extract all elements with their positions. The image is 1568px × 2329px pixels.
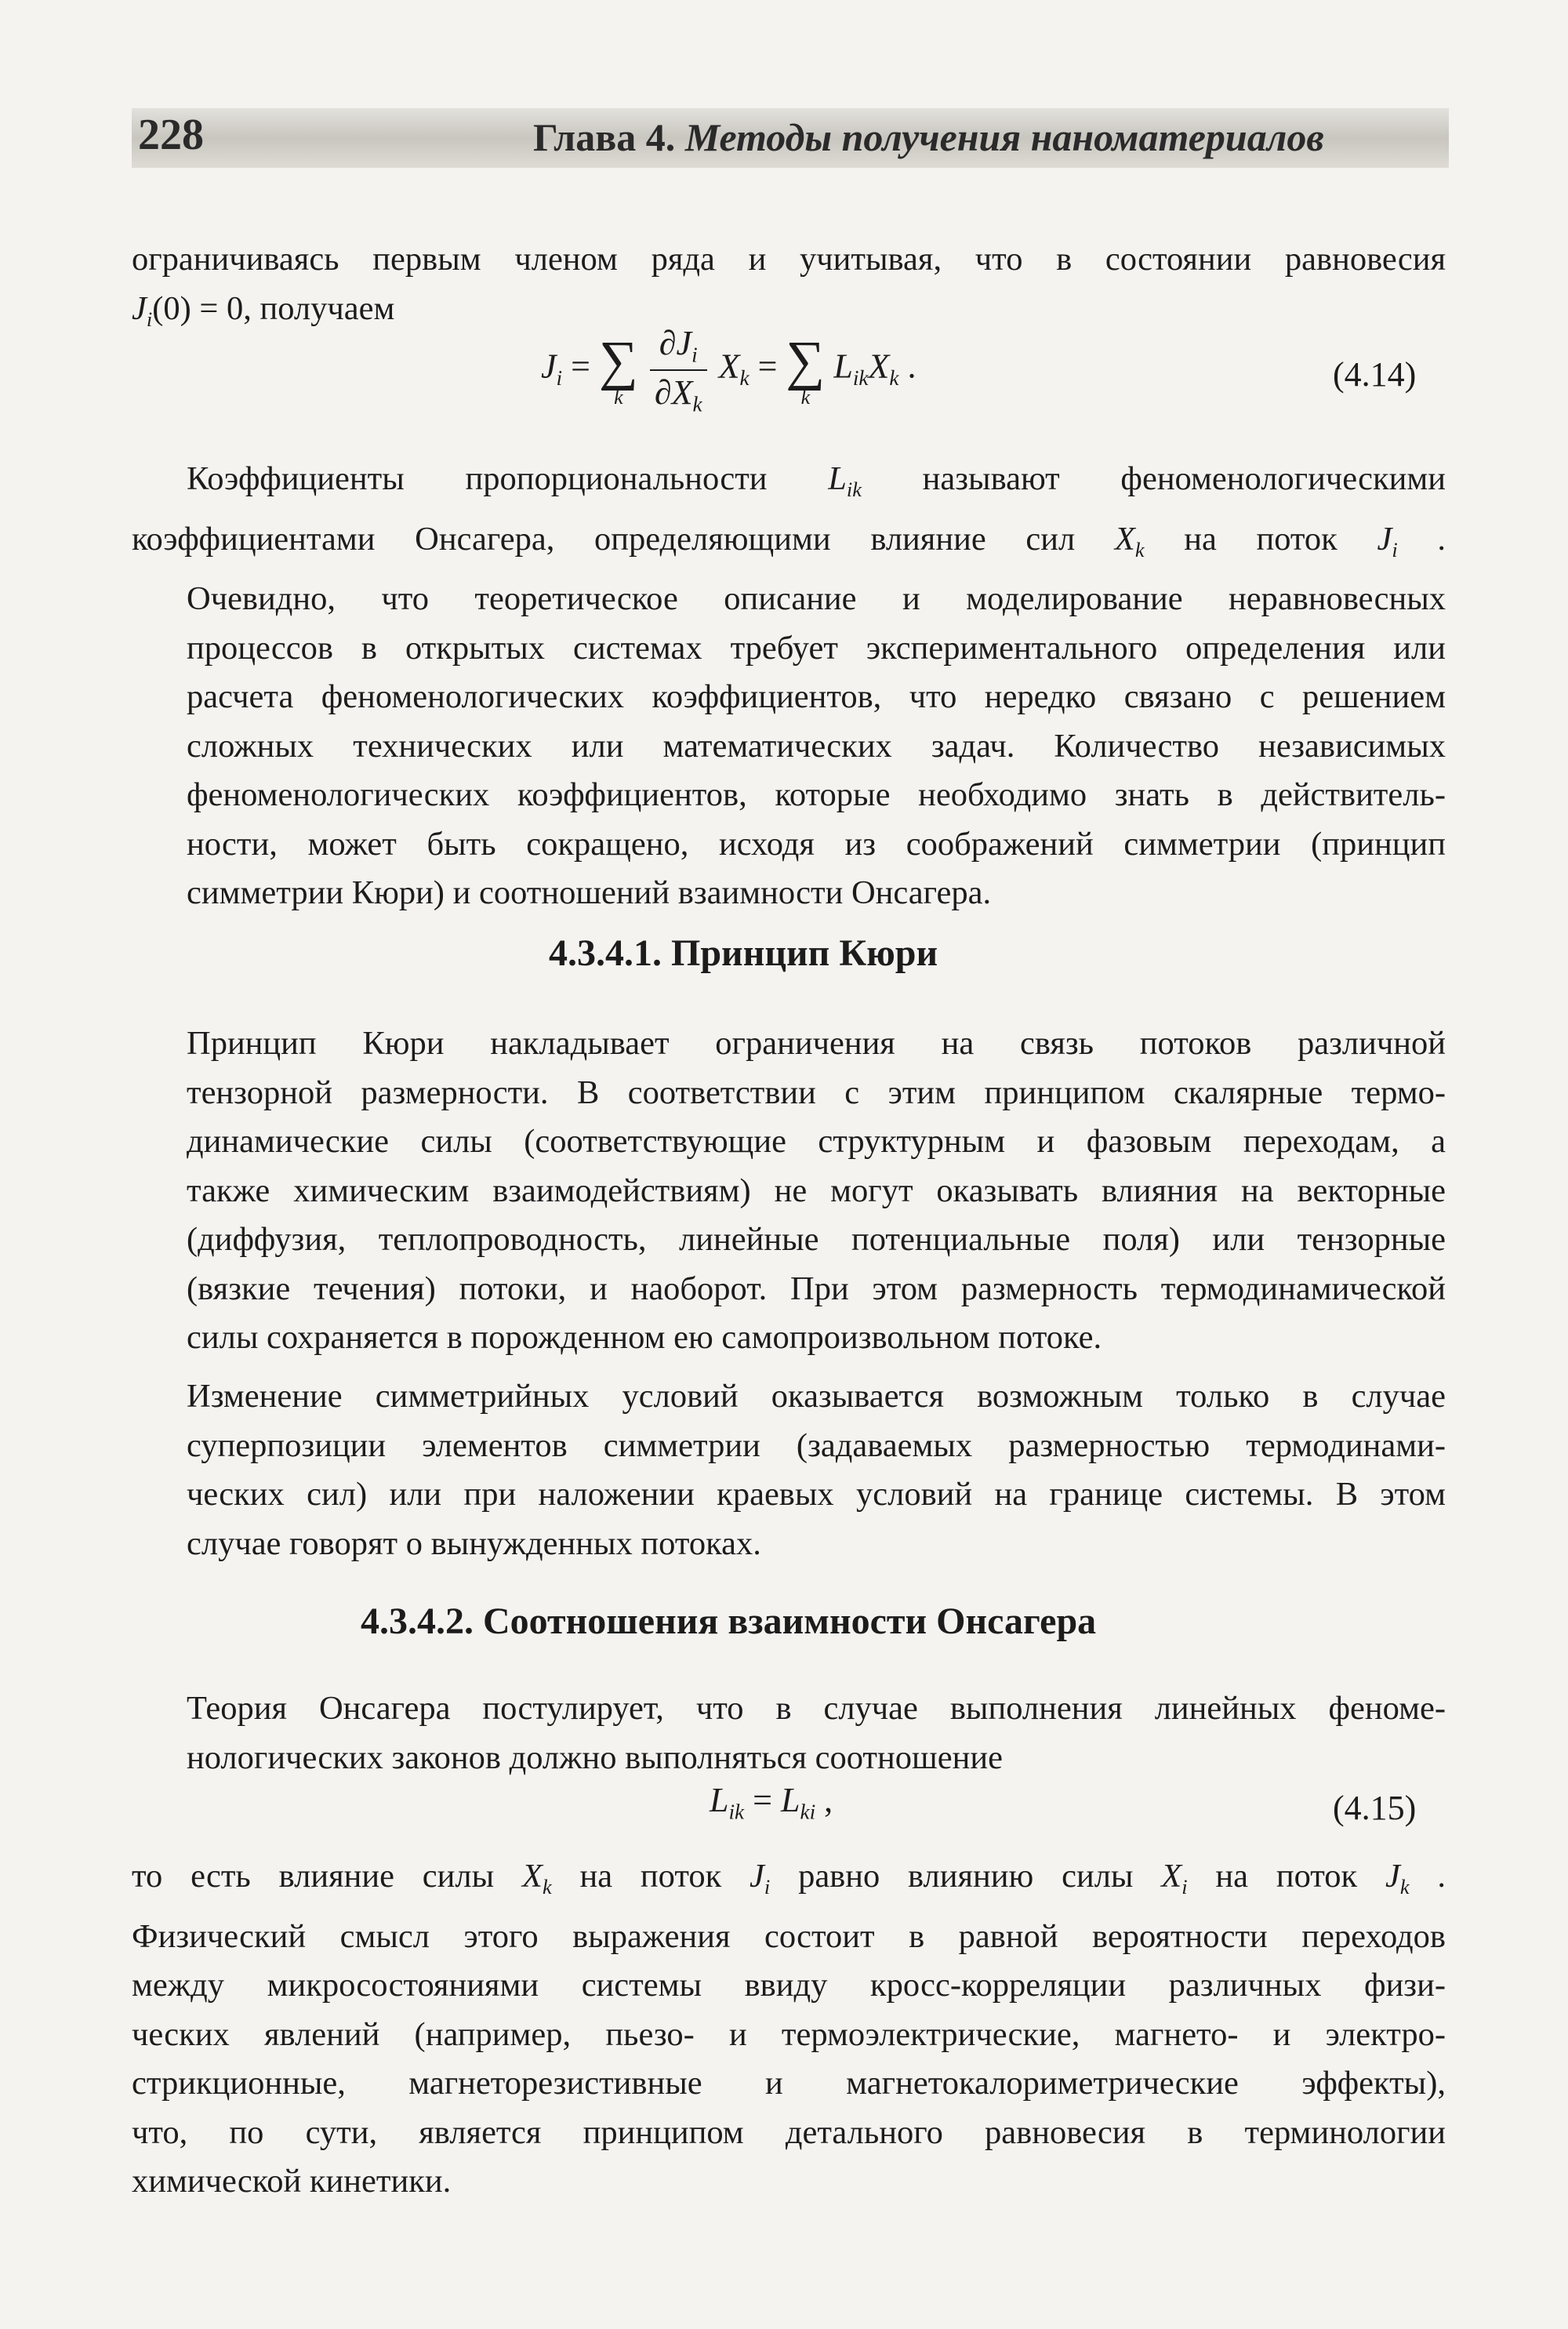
text-line: $J_i(0) = 0$, получаем <box>132 289 395 331</box>
text-line: симметрии Кюри) и соотношений взаимности Онсагера. <box>187 874 992 912</box>
text-line: Очевидно, что теоретическое описание и моделирование неравновесных <box>187 580 1446 618</box>
section-heading-onsager: 4.3.4.2. Соотношения взаимности Онсагера <box>361 1601 1097 1642</box>
section-heading-curie: 4.3.4.1. Принцип Кюри <box>549 932 938 974</box>
equation-number: (4.14) <box>1333 355 1417 394</box>
text-line: ческих явлений (например, пьезо- и термоэлектрические, магнето- и электро- <box>132 2015 1446 2053</box>
text-line: ности, может быть сокращено, исходя из соображений симметрии (принцип <box>187 825 1446 863</box>
text-line: между микросостояниями системы ввиду кросс-корреляции различных физи- <box>132 1967 1446 2004</box>
chapter-title <box>533 114 1324 160</box>
text-line: суперпозиции элементов симметрии (задаваемых размерностью термодинами- <box>187 1426 1446 1464</box>
paragraph-curie-principle <box>132 1019 1446 1363</box>
text-line: также химическим взаимодействиям) не могут оказывать влияния на векторные <box>187 1172 1446 1209</box>
text-line: тензорной размерности. В соответствии с этим принципом скалярные термо- <box>187 1074 1446 1111</box>
text-line: Теория Онсагера постулирует, что в случае выполнения линейных феноме- <box>187 1690 1446 1727</box>
paragraph-onsager-coefficients <box>132 455 1446 918</box>
text-line: феноменологических коэффициентов, которые необходимо знать в действитель- <box>187 776 1446 814</box>
chapter-name: Методы получения наноматериалов <box>684 115 1324 159</box>
paragraph-symmetry-change <box>132 1372 1446 1568</box>
text-line: Принцип Кюри накладывает ограничения на связь потоков различной <box>187 1025 1446 1062</box>
text-line: ограничиваясь первым членом ряда и учитывая, что в состоянии равновесия <box>132 241 1446 278</box>
chapter-prefix: Глава 4. <box>533 115 676 159</box>
text-line: что, по сути, является принципом детального равновесия в терминологии <box>132 2113 1446 2151</box>
text-line: сложных технических или математических задач. Количество независимых <box>187 727 1446 765</box>
text-line: Физический смысл этого выражения состоит в равной вероятности переходов <box>132 1917 1446 1955</box>
text-line: нологических законов должно выполняться соотношение <box>187 1739 1003 1776</box>
text-line: Коэффициенты пропорциональности $L_{ik}$ называют феноменологическими <box>187 460 1446 502</box>
equation-number: (4.15) <box>1333 1789 1417 1827</box>
paragraph-physical-meaning <box>132 1852 1446 2207</box>
text-line: процессов в открытых системах требует экспериментального определения или <box>187 629 1446 667</box>
text-line: химической кинетики. <box>132 2163 452 2200</box>
text-line: Изменение симметрийных условий оказывается возможным только в случае <box>187 1378 1446 1415</box>
text-line: случае говорят о вынужденных потоках. <box>187 1524 761 1562</box>
text-line: то есть влияние силы $X_k$ на поток $J_i$ равно влиянию силы $X_i$ на поток $J_k$ . <box>132 1858 1446 1899</box>
paragraph-onsager-theory <box>132 1684 1446 1782</box>
text-line: расчета феноменологических коэффициентов, что нередко связано с решением <box>187 678 1446 716</box>
page-number: 228 <box>138 111 204 159</box>
text-line: (вязкие течения) потоки, и наоборот. При этом размерность термодинамической <box>187 1270 1446 1307</box>
text-line: (диффузия, теплопроводность, линейные потенциальные поля) или тензорные <box>187 1221 1446 1258</box>
text-line: стрикционные, магнеторезистивные и магнетокалориметрические эффекты), <box>132 2065 1446 2102</box>
equation-4-15: $L_{ik} = L_{ki}$ , <box>710 1781 833 1824</box>
equation-4-14: $J_i$ = ∑ k $\frac{\partial J_i}{\partial X_k}$ $X_k$ = ∑ k $L_{ik}X_k$ . <box>541 324 916 416</box>
text-line: динамические силы (соответствующие структурным и фазовым переходам, а <box>187 1123 1446 1160</box>
text-line: ческих сил) или при наложении краевых условий на границе системы. В этом <box>187 1476 1446 1513</box>
text-line: коэффициентами Онсагера, определяющими влияние сил $X_k$ на поток $J_i$ . <box>132 520 1446 561</box>
text-line: силы сохраняется в порожденном ею самопроизвольном потоке. <box>187 1319 1102 1356</box>
